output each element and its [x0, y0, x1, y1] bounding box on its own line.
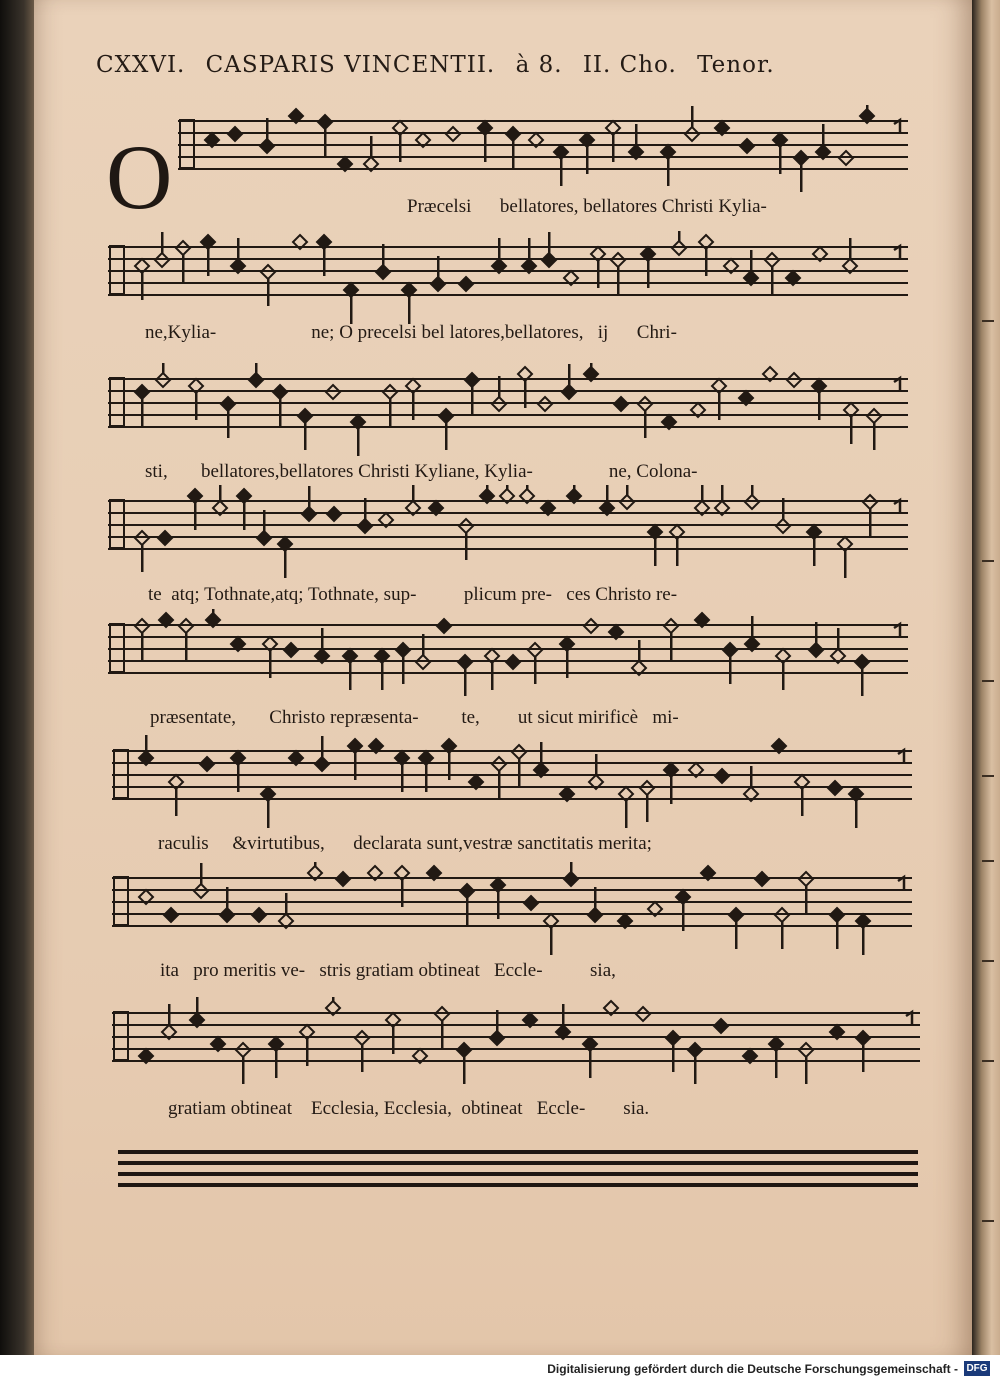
lyric-1: Præcelsi bellatores, bellatores Christi Kylia-	[407, 196, 767, 217]
folio-number: CXXVI.	[96, 52, 186, 78]
empty-staff	[118, 1148, 918, 1188]
part-name: Tenor.	[697, 52, 775, 78]
initial-letter: O	[106, 126, 173, 228]
lyric-8: gratiam obtineat Ecclesia, Ecclesia, obtineat Eccle- sia.	[168, 1098, 650, 1119]
choir-label: II. Cho.	[582, 52, 677, 78]
composer-name: CASPARIS VINCENTII.	[205, 52, 496, 78]
dfg-logo: DFG	[964, 1361, 990, 1376]
running-head	[96, 52, 886, 78]
facing-page-edge	[972, 0, 1000, 1355]
lyric-4: te atq; Tothnate,atq; Tothnate, sup- plicum pre- ces Christo re-	[148, 584, 678, 605]
lyric-2: ne,Kylia- ne; O precelsi bel latores,bellatores, ij Chri-	[145, 322, 677, 343]
lyric-7: ita pro meritis ve- stris gratiam obtineat Eccle- sia,	[160, 960, 616, 981]
lyric-5: præsentate, Christo repræsenta- te, ut sicut mirificè mi-	[150, 707, 679, 728]
book-gutter	[0, 0, 34, 1355]
voice-count: à 8.	[515, 52, 563, 78]
funding-credit: Digitalisierung gefördert durch die Deutsche Forschungsgemeinschaft -	[547, 1362, 958, 1376]
lyric-6: raculis &virtutibus, declarata sunt,vestræ sanctitatis merita;	[158, 833, 652, 854]
lyric-3: sti, bellatores,bellatores Christi Kyliane, Kylia- ne, Colona-	[145, 461, 698, 482]
digitization-footer	[0, 1355, 1000, 1383]
